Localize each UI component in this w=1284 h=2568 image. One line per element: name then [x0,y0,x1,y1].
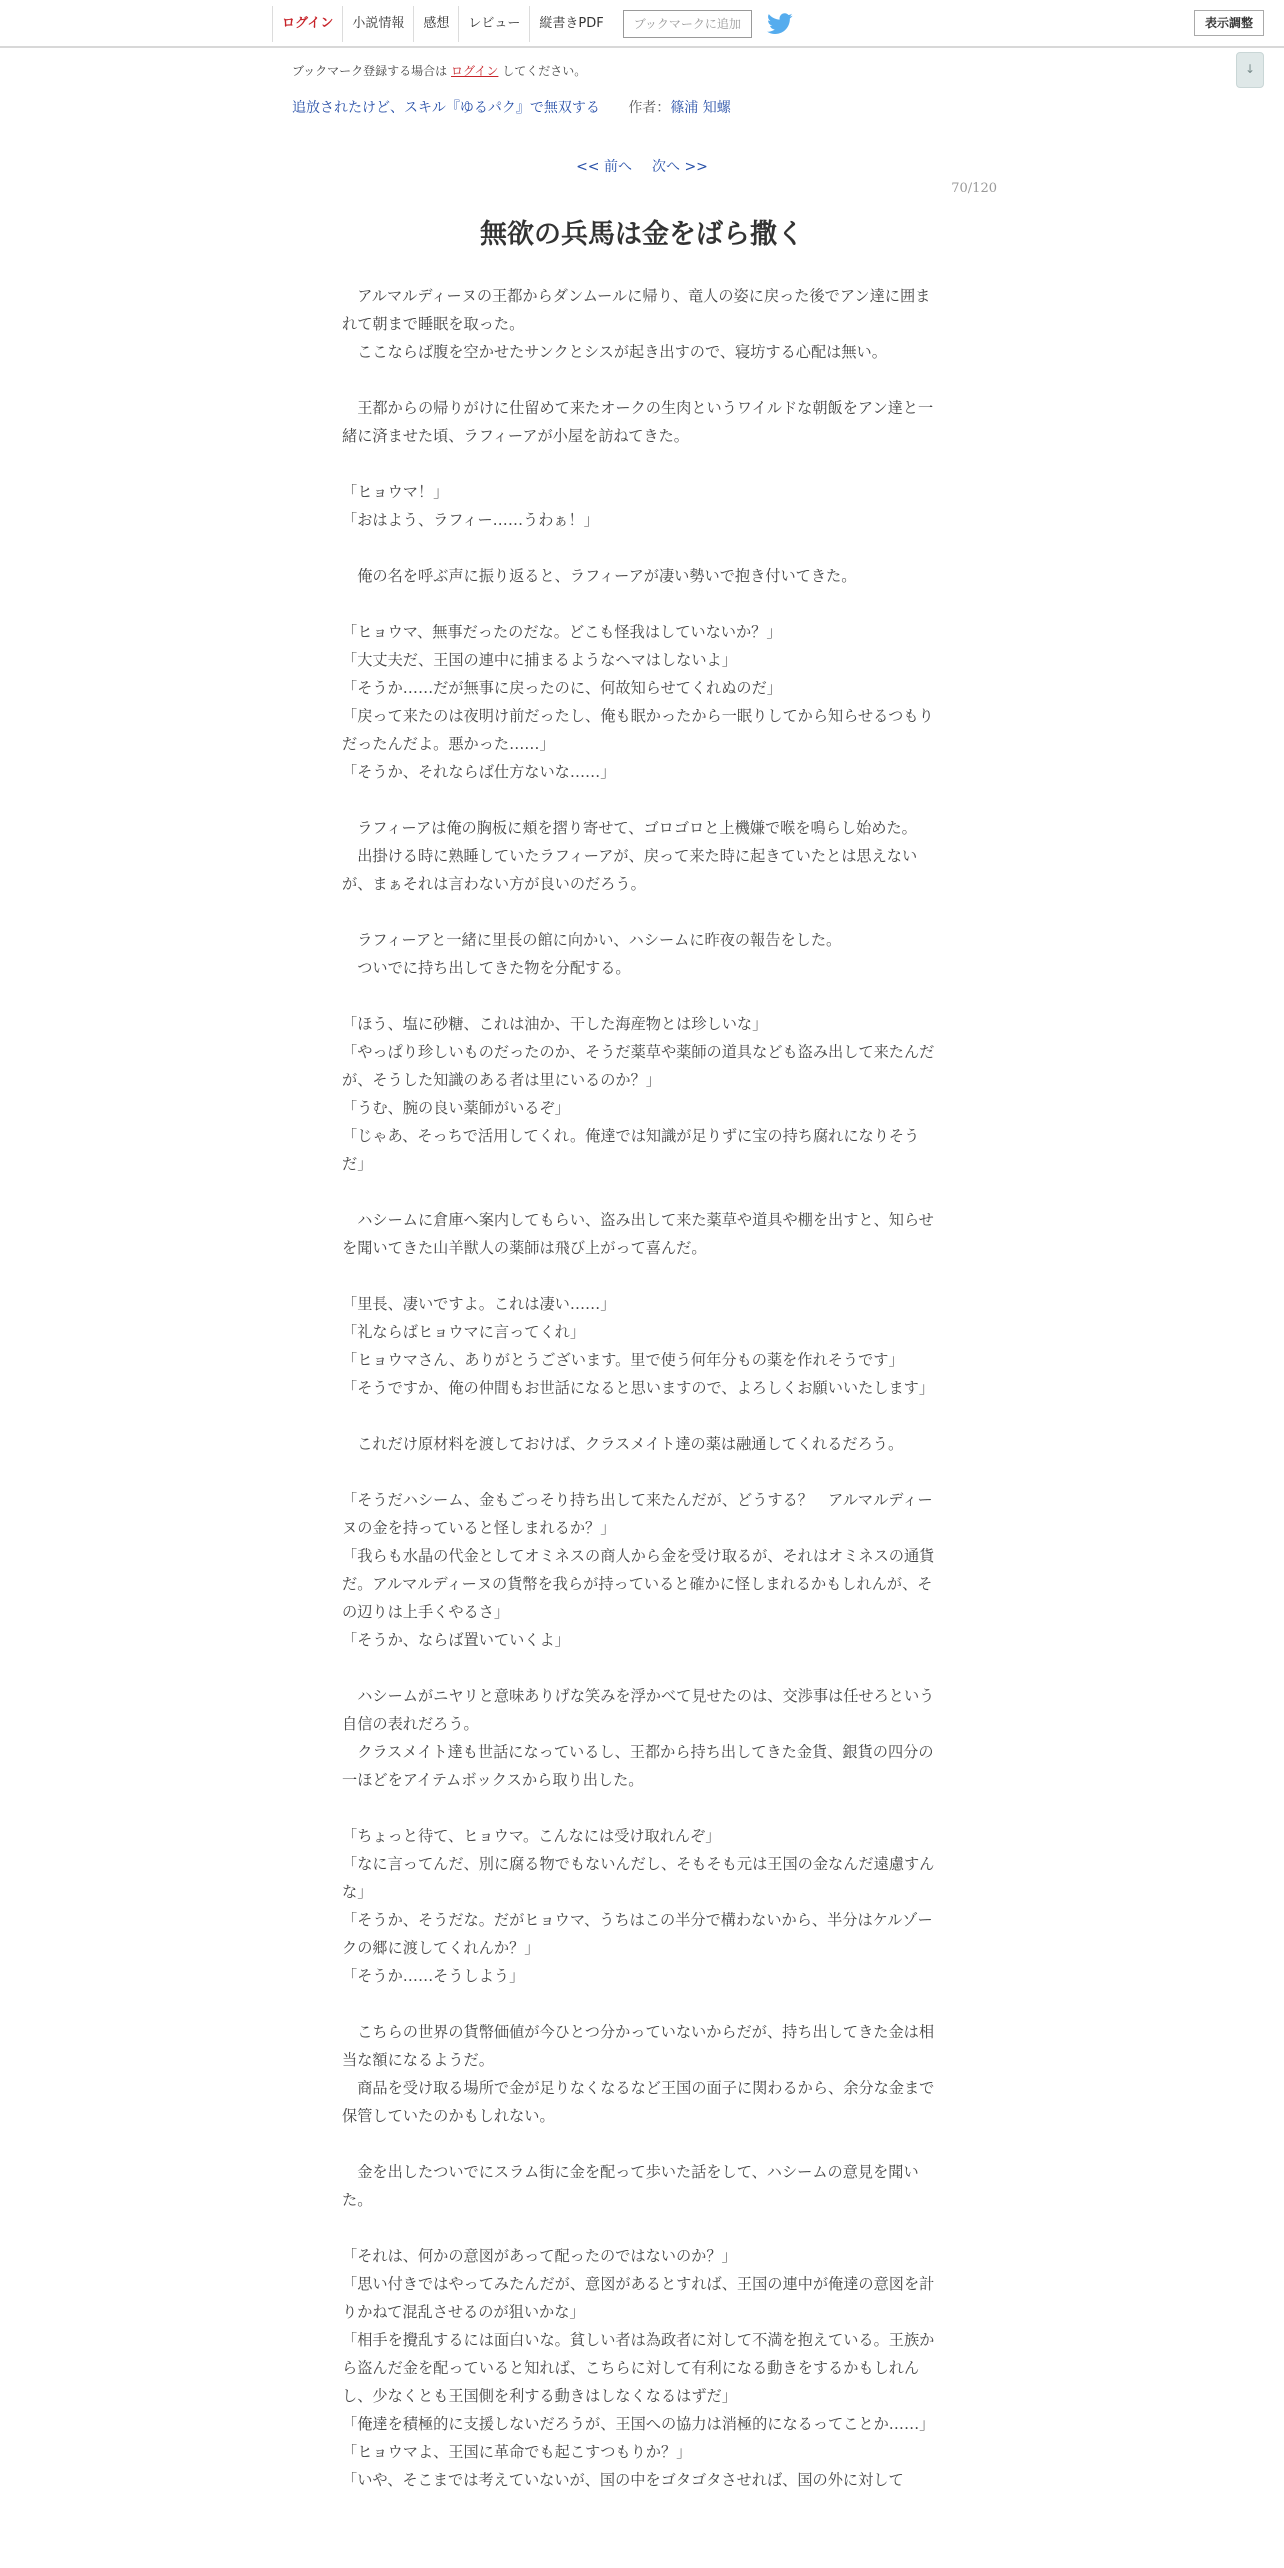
chapter-paragraph: ハシームがニヤリと意味ありげな笑みを浮かべて見せたのは、交渉事は任せろという自信の表れだろう。 [342,1687,935,1733]
author-label: 作者： [628,100,671,116]
chapter-paragraph: 「やっぱり珍しいものだったのか、そうだ薬草や薬師の道具なども盗み出して来たんだが、そうした知識のある者は里にいるのか？」 [342,1043,935,1089]
review-link[interactable]: レビュー [458,6,529,42]
chapter-paragraph: 「なに言ってんだ、別に腐る物でもないんだし、そもそも元は王国の金なんだ遠慮すんな」 [342,1855,935,1901]
add-bookmark-button[interactable]: ブックマークに追加 [623,10,752,38]
chapter-paragraph [342,534,936,562]
novel-info-link[interactable]: 小説情報 [342,6,413,42]
chapter-paragraph: 「我らも水晶の代金としてオミネスの商人から金を受け取るが、それはオミネスの通貨だ。アルマルディーヌの貨幣を我らが持っていると確かに怪しまれるかもしれんが、その辺りは上手くやるさ」 [342,1547,935,1621]
chapter-paragraph: 「おはよう、ラフィー……うわぁ！」 [342,511,599,529]
chapter-paragraph: 「ヒョウマよ、王国に革命でも起こすつもりか？」 [342,2443,692,2461]
chapter-paragraph: 「そうか……だが無事に戻ったのに、何故知らせてくれぬのだ」 [342,679,782,697]
bookmark-login-notice [292,62,586,79]
chapter-paragraph: 商品を受け取る場所で金が足りなくなるなど王国の面子に関わるから、余分な金まで保管していたのかもしれない。 [342,2079,935,2125]
chapter-paragraph [342,2130,936,2158]
chapter-pager [0,156,1284,176]
header-nav [272,6,794,42]
chapter-paragraph [342,898,936,926]
chapter-paragraph: 「そうだハシーム、金もごっそり持ち出して来たんだが、どうする？ アルマルディーヌの金を持っていると怪しまれるか？」 [342,1491,933,1537]
chapter-paragraph: 「そうか、それならば仕方ないな……」 [342,763,616,781]
chapter-paragraph [342,366,936,394]
chapter-paragraph: ついでに持ち出してきた物を分配する。 [342,959,631,977]
login-link[interactable]: ログイン [272,6,342,42]
chapter-paragraph [342,786,936,814]
chapter-paragraph [342,1178,936,1206]
top-header [0,0,1284,48]
chapter-paragraph: 「礼ならばヒョウマに言ってくれ」 [342,1323,585,1341]
chapter-paragraph [342,1654,936,1682]
chapter-paragraph: アルマルディーヌの王都からダンムールに帰り、竜人の姿に戻った後でアン達に囲まれて朝まで睡眠を取った。 [342,287,931,333]
chapter-body [342,282,936,2494]
notice-prefix: ブックマーク登録する場合は [292,64,448,78]
chapter-paragraph [342,1458,936,1486]
chapter-paragraph: 「そうですか、俺の仲間もお世話になると思いますので、よろしくお願いいたします」 [342,1379,935,1397]
chapter-paragraph: 「ちょっと待て、ヒョウマ。こんなには受け取れんぞ」 [342,1827,721,1845]
chapter-paragraph: 「俺達を積極的に支援しないだろうが、王国への協力は消極的になるってことか……」 [342,2415,935,2433]
chapter-paragraph: クラスメイト達も世話になっているし、王都から持ち出してきた金貨、銀貨の四分の一ほどをアイテムボックスから取り出した。 [342,1743,934,1789]
chapter-paragraph [342,590,936,618]
chapter-title: 無欲の兵馬は金をばら撒く [480,219,804,250]
chapter-paragraph: 「ヒョウマさん、ありがとうございます。里で使う何年分もの薬を作れそうです」 [342,1351,904,1369]
chapter-paragraph: 「そうか、ならば置いていくよ」 [342,1631,570,1649]
display-settings-button[interactable]: 表示調整 [1194,10,1264,36]
chapter-paragraph: 俺の名を呼ぶ声に振り返ると、ラフィーアが凄い勢いで抱き付いてきた。 [342,567,857,585]
notice-suffix: してください。 [502,64,587,78]
chapter-paragraph: 「うむ、腕の良い薬師がいるぞ」 [342,1099,570,1117]
chapter-paragraph [342,1794,936,1822]
twitter-icon[interactable] [766,12,794,36]
next-chapter-link[interactable]: 次へ >> [652,159,708,175]
chapter-paragraph [342,1990,936,2018]
chapter-paragraph: 出掛ける時に熟睡していたラフィーアが、戻って来た時に起きていたとは思えないが、まぁそれは言わない方が良いのだろう。 [342,847,918,893]
chapter-paragraph: 「そうか、そうだな。だがヒョウマ、うちはこの半分で構わないから、半分はケルゾークの郷に渡してくれんか？」 [342,1911,933,1957]
chapter-paragraph: 「それは、何かの意図があって配ったのではないのか？」 [342,2247,737,2265]
chapter-paragraph: ラフィーアと一緒に里長の館に向かい、ハシームに昨夜の報告をした。 [342,931,842,949]
series-info [292,97,731,117]
series-title-link[interactable]: 追放されたけど、スキル『ゆるパク』で無双する [292,100,600,116]
notice-login-link[interactable]: ログイン [451,64,499,78]
chapter-paragraph: ラフィーアは俺の胸板に頬を摺り寄せて、ゴロゴロと上機嫌で喉を鳴らし始めた。 [342,819,917,837]
chapter-number: 70/120 [951,181,997,196]
chapter-paragraph: 「そうか……そうしよう」 [342,1967,525,1985]
chapter-paragraph: 王都からの帰りがけに仕留めて来たオークの生肉というワイルドな朝飯をアン達と一緒に済ませた頃、ラフィーアが小屋を訪ねてきた。 [342,399,934,445]
chapter-paragraph [342,450,936,478]
author-name-link[interactable]: 篠浦 知螺 [670,100,731,116]
chapter-paragraph: 「大丈夫だ、王国の連中に捕まるようなヘマはしないよ」 [342,651,737,669]
prev-chapter-link[interactable]: << 前へ [576,159,632,175]
chapter-paragraph: 「思い付きではやってみたんだが、意図があるとすれば、王国の連中が俺達の意図を計りかねて混乱させるのが狙いかな」 [342,2275,935,2321]
chapter-paragraph: 「いや、そこまでは考えていないが、国の中をゴタゴタさせれば、国の外に対して [342,2471,904,2489]
chapter-paragraph: 「戻って来たのは夜明け前だったし、俺も眠かったから一眠りしてから知らせるつもりだったんだよ。悪かった……」 [342,707,934,753]
vertical-pdf-link[interactable]: 縦書きPDF [529,6,612,42]
chapter-paragraph: 「ほう、塩に砂糖、これは油か、干した海産物とは珍しいな」 [342,1015,768,1033]
chapter-paragraph: 「ヒョウマ！」 [342,483,449,501]
chapter-paragraph: ハシームに倉庫へ案内してもらい、盗み出して来た薬草や道具や棚を出すと、知らせを聞いてきた山羊獣人の薬師は飛び上がって喜んだ。 [342,1211,934,1257]
chapter-paragraph: こちらの世界の貨幣価値が今ひとつ分かっていないからだが、持ち出してきた金は相当な額になるようだ。 [342,2023,935,2069]
chapter-paragraph [342,2214,936,2242]
chapter-paragraph: 「里長、凄いですよ。これは凄い……」 [342,1295,616,1313]
chapter-paragraph: 金を出したついでにスラム街に金を配って歩いた話をして、ハシームの意見を聞いた。 [342,2163,919,2209]
chapter-paragraph: ここならば腹を空かせたサンクとシスが起き出すので、寝坊する心配は無い。 [342,343,887,361]
impressions-link[interactable]: 感想 [413,6,458,42]
chapter-paragraph: 「じゃあ、そっちで活用してくれ。俺達では知識が足りずに宝の持ち腐れになりそうだ」 [342,1127,920,1173]
chapter-paragraph [342,1262,936,1290]
scroll-down-button[interactable]: ↓ [1236,52,1264,88]
chapter-paragraph: これだけ原材料を渡しておけば、クラスメイト達の薬は融通してくれるだろう。 [342,1435,904,1453]
chapter-paragraph: 「ヒョウマ、無事だったのだな。どこも怪我はしていないか？」 [342,623,782,641]
chapter-paragraph: 「相手を攪乱するには面白いな。貧しい者は為政者に対して不満を抱えている。王族から盗んだ金を配っていると知れば、こちらに対して有利になる動きをするかもしれんし、少なくとも王国側を利する動きはしなくなるはずだ」 [342,2331,935,2405]
chapter-paragraph [342,982,936,1010]
chapter-paragraph [342,1402,936,1430]
